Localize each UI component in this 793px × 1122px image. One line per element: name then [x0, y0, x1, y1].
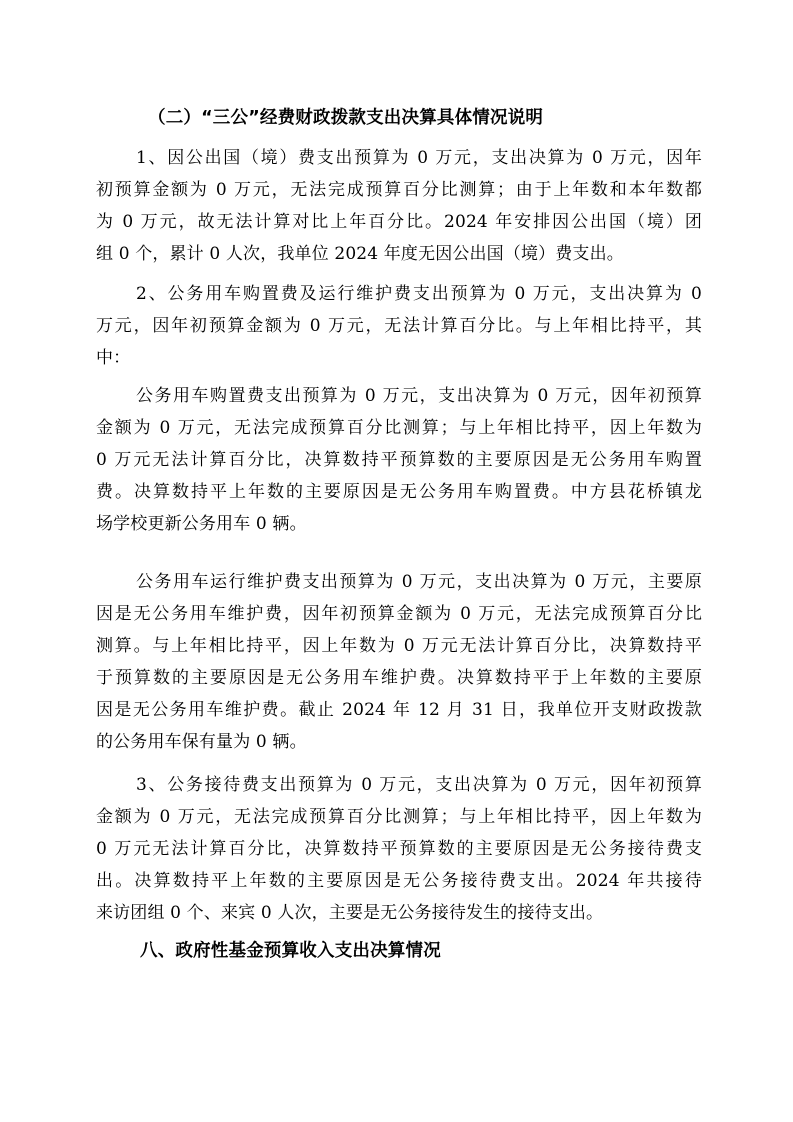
paragraph-line: 为 0 万元，故无法计算对比上年百分比。2024 年安排因公出国（境）团 — [96, 212, 702, 232]
paragraph-line: 1、因公出国（境）费支出预算为 0 万元，支出决算为 0 万元，因年 — [136, 148, 702, 168]
paragraph-vehicle-maintenance — [96, 566, 702, 758]
paragraph-line: 组 0 个，累计 0 人次，我单位 2024 年度无因公出国（境）费支出。 — [96, 244, 624, 264]
paragraph-line: 公务用车购置费支出预算为 0 万元，支出决算为 0 万元，因年初预算 — [136, 386, 702, 406]
paragraph-line: 出。决算数持平上年数的主要原因是无公务接待费支出。2024 年共接待 — [96, 871, 702, 891]
paragraph-overseas-travel — [96, 142, 702, 270]
paragraph-line: 金额为 0 万元，无法完成预算百分比测算；与上年相比持平，因上年数为 — [96, 807, 702, 827]
paragraph-line: 于预算数的主要原因是无公务用车维护费。决算数持平于上年数的主要原 — [96, 668, 702, 688]
paragraph-line: 3、公务接待费支出预算为 0 万元，支出决算为 0 万元，因年初预算 — [136, 775, 702, 795]
paragraph-line: 测算。与上年相比持平，因上年数为 0 万元无法计算百分比，决算数持平 — [96, 636, 702, 656]
paragraph-line: 0 万元无法计算百分比，决算数持平预算数的主要原因是无公务用车购置 — [96, 450, 702, 470]
paragraph-line: 的公务用车保有量为 0 辆。 — [96, 732, 307, 752]
paragraph-line: 初预算金额为 0 万元，无法完成预算百分比测算；由于上年数和本年数都 — [96, 180, 702, 200]
paragraph-line: 中： — [96, 348, 131, 368]
paragraph-line: 2、公务用车购置费及运行维护费支出预算为 0 万元，支出决算为 0 — [136, 284, 702, 304]
paragraph-line: 费。决算数持平上年数的主要原因是无公务用车购置费。中方县花桥镇龙 — [96, 482, 702, 502]
paragraph-line: 因是无公务用车维护费，因年初预算金额为 0 万元，无法完成预算百分比 — [96, 604, 702, 624]
paragraph-line: 来访团组 0 个、来宾 0 人次，主要是无公务接待发生的接待支出。 — [96, 903, 604, 923]
paragraph-vehicle-summary — [96, 278, 702, 374]
paragraph-line: 0 万元无法计算百分比，决算数持平预算数的主要原因是无公务接待费支 — [96, 839, 702, 859]
paragraph-line: 万元，因年初预算金额为 0 万元，无法计算百分比。与上年相比持平，其 — [96, 316, 702, 336]
paragraph-line: 场学校更新公务用车 0 辆。 — [96, 514, 307, 534]
paragraph-vehicle-purchase — [96, 380, 702, 540]
paragraph-reception — [96, 769, 702, 929]
paragraph-line: 金额为 0 万元，无法完成预算百分比测算；与上年相比持平，因上年数为 — [96, 418, 702, 438]
section-heading: （二）“三公”经费财政拨款支出决算具体情况说明 — [148, 108, 544, 128]
paragraph-line: 因是无公务用车维护费。截止 2024 年 12 月 31 日，我单位开支财政拨款 — [96, 700, 702, 720]
next-section-heading: 八、政府性基金预算收入支出决算情况 — [140, 941, 441, 961]
paragraph-line: 公务用车运行维护费支出预算为 0 万元，支出决算为 0 万元，主要原 — [136, 572, 702, 592]
